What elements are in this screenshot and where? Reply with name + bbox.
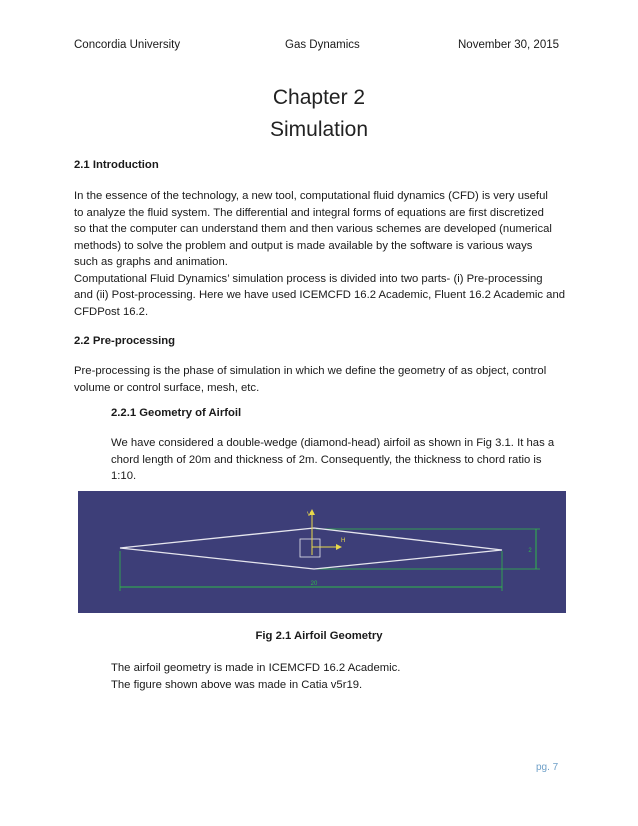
airfoil-drawing <box>78 491 566 613</box>
figure-notes <box>111 660 611 693</box>
text-line: Pre-processing is the phase of simulation in which we define the geometry of as object, control <box>74 365 547 377</box>
thickness-dimension-label: 2 <box>528 548 532 554</box>
horizontal-axis-label: H <box>341 538 346 544</box>
text-line: CFDPost 16.2. <box>74 305 149 318</box>
horizontal-axis-arrow <box>336 544 342 550</box>
text-line: In the essence of the technology, a new tool, computational fluid dynamics (CFD) is very useful <box>74 190 548 202</box>
reference-box <box>300 539 320 557</box>
figure-caption: Fig 2.1 Airfoil Geometry <box>255 630 383 642</box>
text-line: The figure shown above was made in Catia v5r19. <box>111 678 363 691</box>
text-line: and (ii) Post-processing. Here we have used ICEMCFD 16.2 Academic, Fluent 16.2 Academic and <box>74 289 566 301</box>
chapter-number: Chapter 2 <box>272 86 366 109</box>
text-line: to analyze the fluid system. The differential and integral forms of equations are first discretized <box>74 206 544 219</box>
chord-dimension-label: 20 <box>310 581 318 587</box>
airfoil-figure <box>78 491 566 613</box>
intro-paragraph <box>74 188 574 320</box>
header-institution: Concordia University <box>74 39 181 51</box>
text-line: such as graphs and animation. <box>74 256 228 268</box>
chapter-title: Simulation <box>269 118 369 141</box>
text-line: volume or control surface, mesh, etc. <box>74 381 260 394</box>
text-line: The airfoil geometry is made in ICEMCFD 16.2 Academic. <box>111 662 401 674</box>
subsection-heading-airfoil-geometry: 2.2.1 Geometry of Airfoil <box>111 407 242 419</box>
section-heading-introduction: 2.1 Introduction <box>74 159 159 171</box>
airfoil-outline <box>120 528 502 569</box>
text-line: 1:10. <box>111 470 137 482</box>
text-line: chord length of 20m and thickness of 2m. Consequently, the thickness to chord ratio is <box>111 453 542 466</box>
header-date: November 30, 2015 <box>458 39 560 51</box>
preprocessing-paragraph <box>74 363 574 396</box>
page-number: pg. 7 <box>536 762 559 773</box>
text-line: Computational Fluid Dynamics’ simulation process is divided into two parts- (i) Pre-processing <box>74 272 543 285</box>
section-heading-preprocessing: 2.2 Pre-processing <box>74 335 176 347</box>
text-line: so that the computer can understand them and then various schemes are developed (numerical <box>74 223 552 235</box>
text-line: We have considered a double-wedge (diamond-head) airfoil as shown in Fig 3.1. It has a <box>111 437 555 449</box>
vertical-axis-label: V <box>307 512 312 518</box>
airfoil-geometry-paragraph <box>111 435 571 485</box>
header-course: Gas Dynamics <box>285 39 360 51</box>
text-line: methods) to solve the problem and output is made available by the software is various ways <box>74 239 533 252</box>
